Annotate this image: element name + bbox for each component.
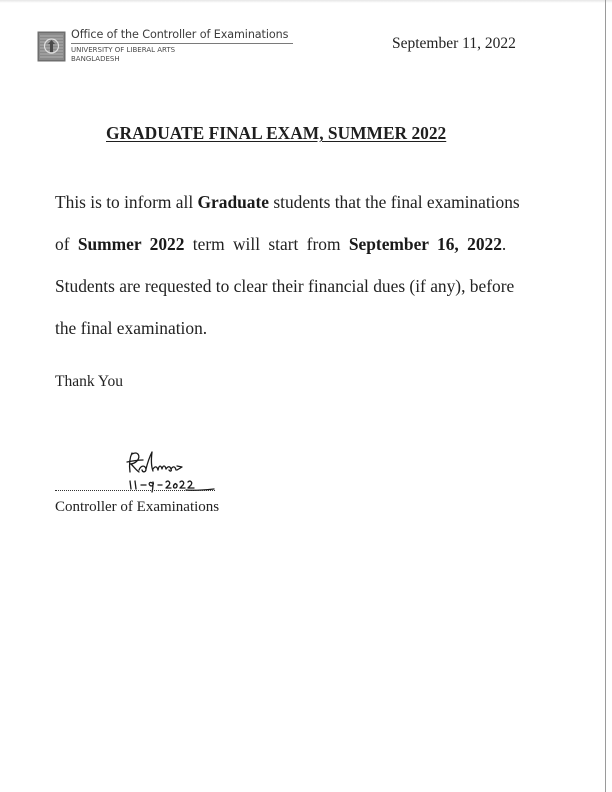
letterhead-country: BANGLADESH <box>71 55 120 63</box>
letterhead-rule <box>71 43 293 44</box>
letterhead-university-name: UNIVERSITY OF LIBERAL ARTS <box>71 46 176 54</box>
body-text: . <box>501 234 507 254</box>
body-text: term will start from <box>184 234 349 254</box>
letterhead-office-name: Office of the Controller of Examinations <box>71 28 289 41</box>
body-line-3: Students are requested to clear their financial dues (if any), before <box>55 276 515 296</box>
body-text-bold: September 16, 2022 <box>348 234 502 254</box>
body-line-1 <box>55 192 520 213</box>
body-text-bold: Summer 2022 <box>77 234 185 254</box>
handwritten-signature <box>124 448 224 493</box>
letterhead <box>37 30 307 70</box>
notice-title: GRADUATE FINAL EXAM, SUMMER 2022 <box>106 123 447 143</box>
signatory-title: Controller of Examinations <box>55 499 220 515</box>
scan-shadow-top <box>0 0 612 3</box>
body-line-4: the final examination. <box>55 318 208 338</box>
closing-text: Thank You <box>55 373 124 390</box>
body-text: students that the final examinations <box>269 192 520 212</box>
body-line-2 <box>55 234 506 255</box>
signature-line <box>55 490 215 491</box>
notice-date: September 11, 2022 <box>392 35 516 52</box>
body-text-bold: Graduate <box>197 192 269 212</box>
scan-edge-right <box>605 0 606 792</box>
body-text: of <box>55 234 78 254</box>
body-text: This is to inform all <box>55 192 198 212</box>
university-seal-icon <box>37 31 66 62</box>
